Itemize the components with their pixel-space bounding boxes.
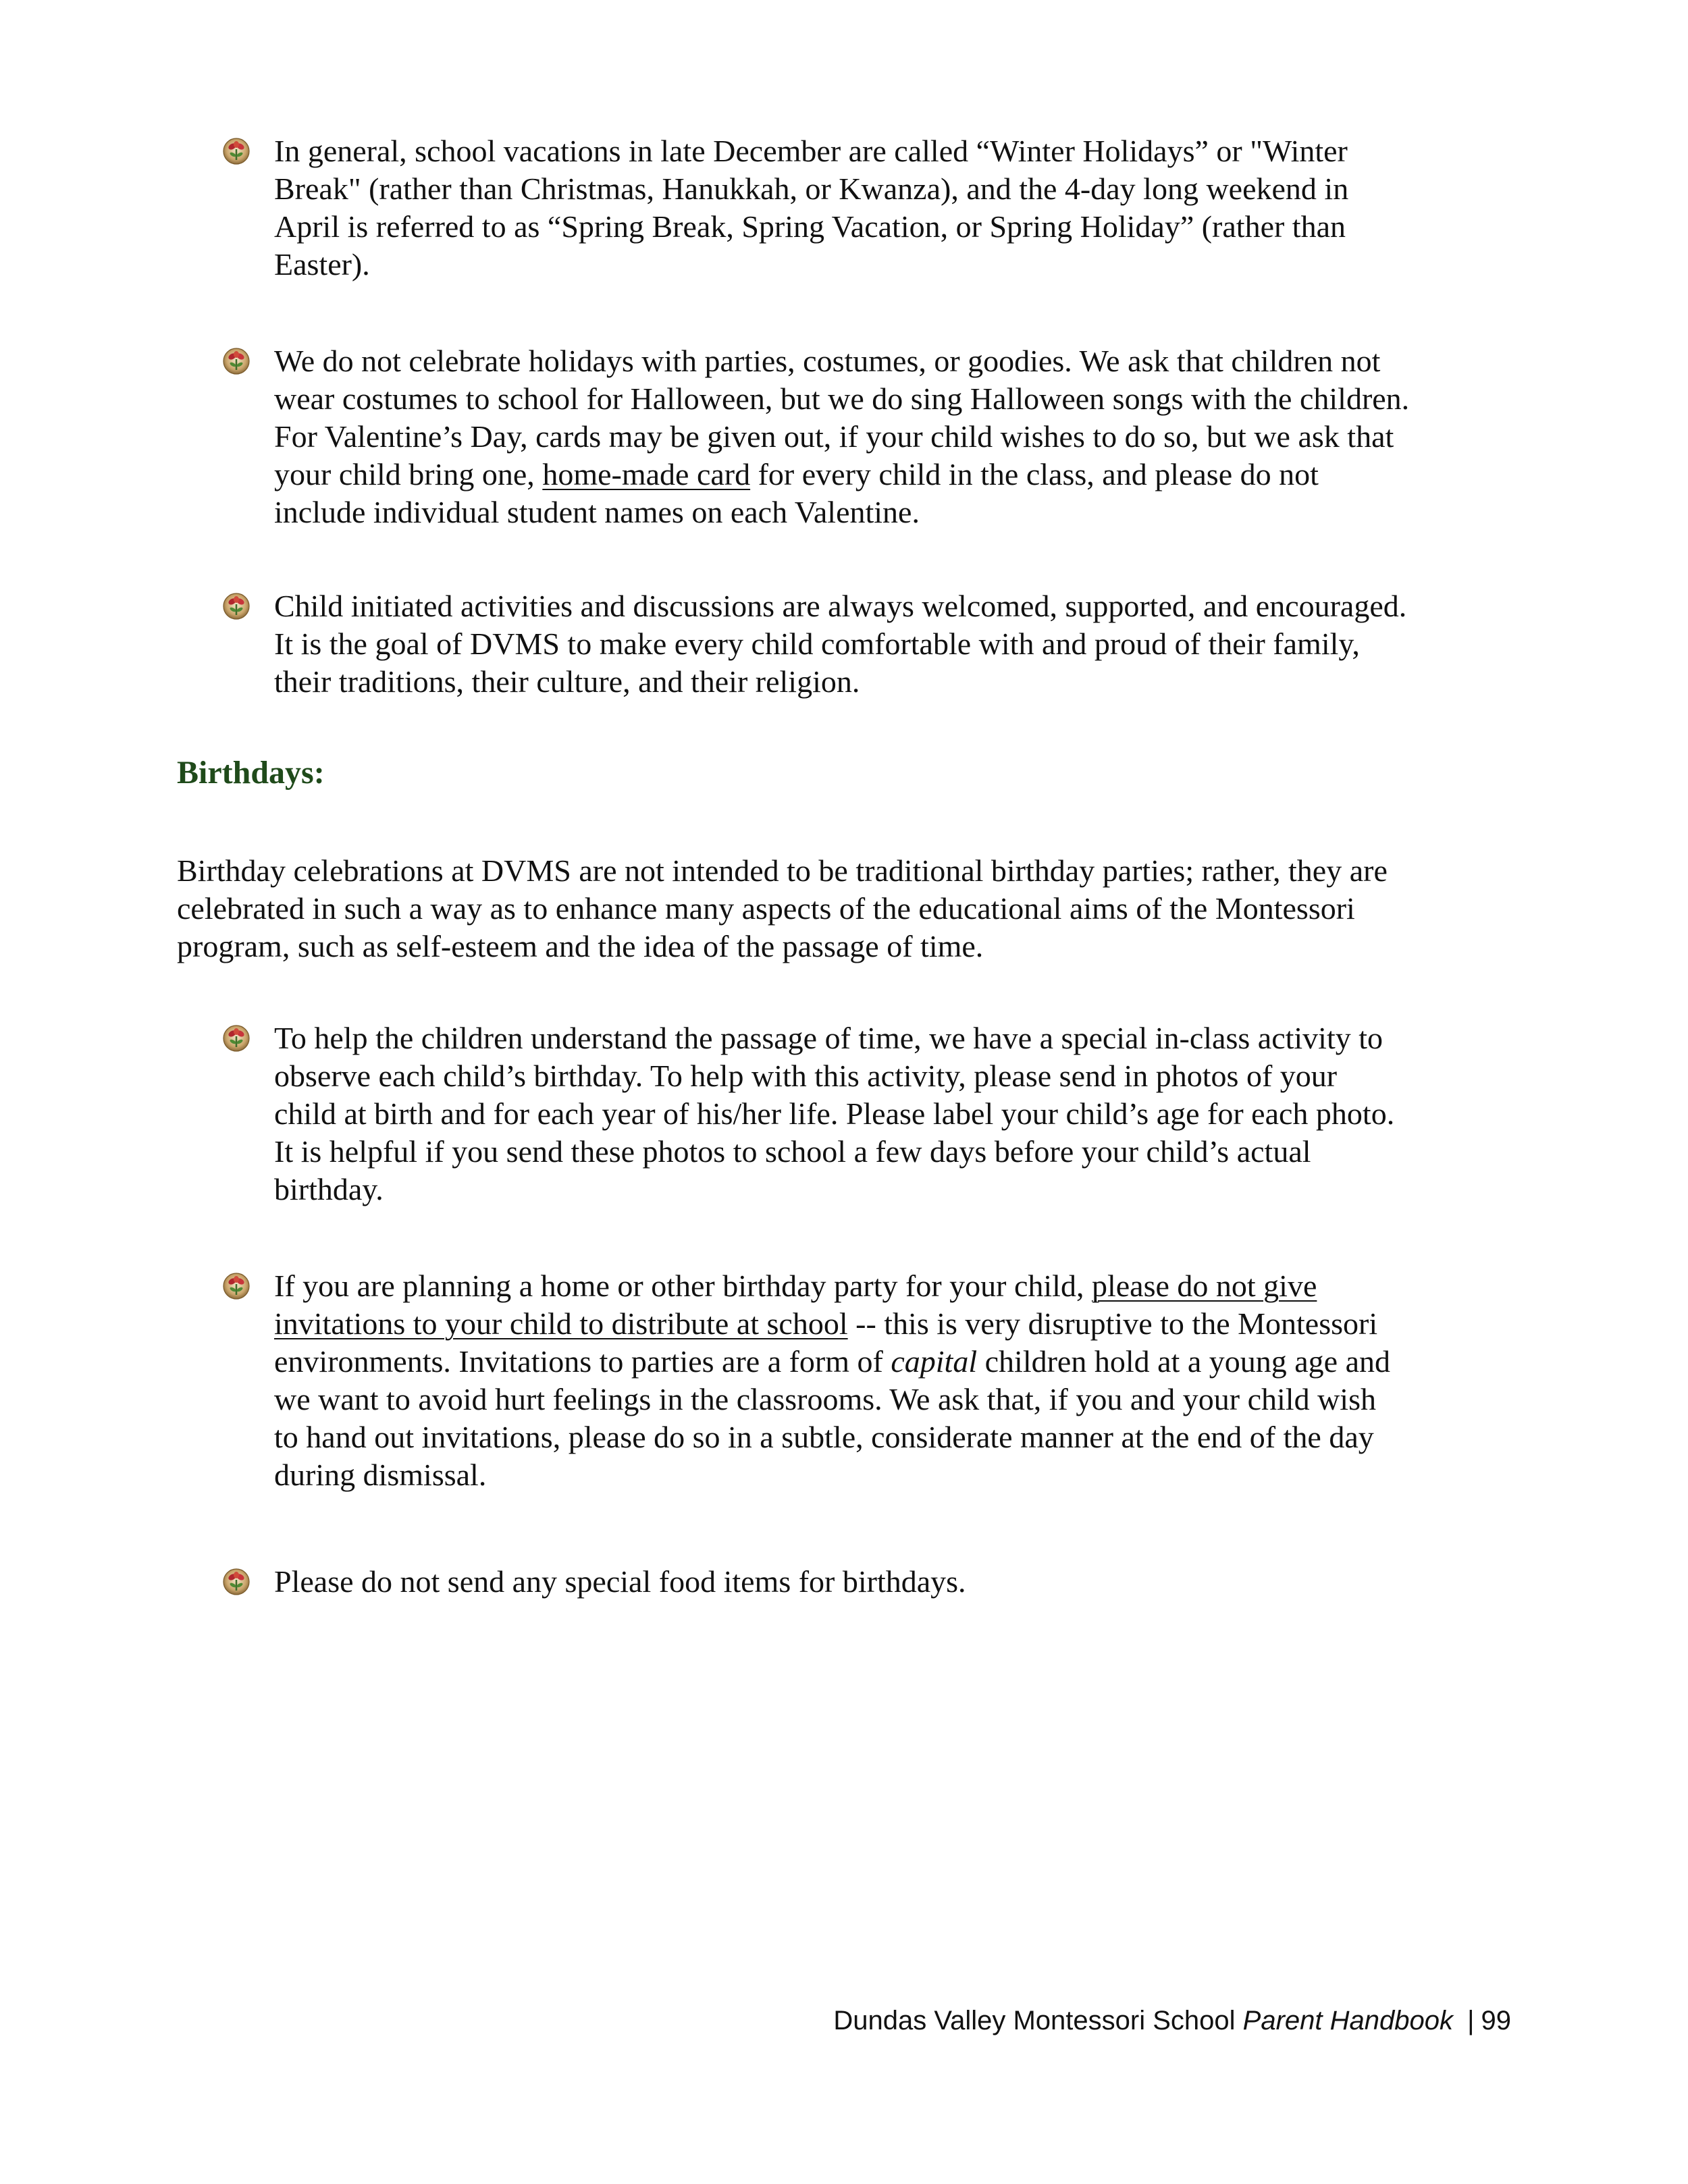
text-fragment: for every child in the class, and please do not bbox=[750, 457, 1319, 491]
text-line: program, such as self-esteem and the idea of the passage of time. bbox=[177, 929, 984, 963]
text-fragment: your child bring one, bbox=[274, 457, 543, 491]
text-line: It is the goal of DVMS to make every child comfortable with and proud of their family, bbox=[274, 627, 1360, 661]
section-heading: Birthdays: bbox=[177, 755, 325, 791]
footer-school-name: Dundas Valley Montessori School bbox=[833, 2006, 1236, 2035]
list-item bbox=[223, 132, 1506, 284]
text-line: during dismissal. bbox=[274, 1458, 487, 1492]
text-line: It is helpful if you send these photos to school a few days before your child’s actual bbox=[274, 1134, 1311, 1169]
bullet-text bbox=[274, 132, 1489, 284]
text-line: Child initiated activities and discussions are always welcomed, supported, and encouraged. bbox=[274, 589, 1407, 623]
bullet-text bbox=[274, 587, 1489, 701]
text-line: We do not celebrate holidays with parties, costumes, or goodies. We ask that children not bbox=[274, 344, 1381, 378]
list-item bbox=[223, 1267, 1506, 1494]
flower-bullet-icon bbox=[223, 138, 250, 165]
underlined-text: home-made card bbox=[542, 457, 751, 491]
text-line: wear costumes to school for Halloween, but we do sing Halloween songs with the children. bbox=[274, 381, 1410, 416]
list-item bbox=[223, 1563, 1506, 1601]
bullet-text bbox=[274, 342, 1489, 531]
text-line: Birthday celebrations at DVMS are not intended to be traditional birthday parties; rather, they are bbox=[177, 853, 1388, 888]
bullet-text bbox=[274, 1267, 1489, 1494]
italic-text: capital bbox=[891, 1344, 978, 1379]
text-fragment: environments. Invitations to parties are a form of bbox=[274, 1344, 891, 1379]
text-fragment: If you are planning a home or other birthday party for your child, bbox=[274, 1269, 1092, 1303]
text-line: Break" (rather than Christmas, Hanukkah, or Kwanza), and the 4-day long weekend in bbox=[274, 171, 1349, 206]
text-line: to hand out invitations, please do so in a subtle, considerate manner at the end of the day bbox=[274, 1420, 1374, 1454]
text-line: To help the children understand the passage of time, we have a special in-class activity to bbox=[274, 1021, 1383, 1055]
underlined-text: please do not give bbox=[1091, 1269, 1317, 1303]
text-line: April is referred to as “Spring Break, Spring Vacation, or Spring Holiday” (rather than bbox=[274, 209, 1346, 244]
text-line bbox=[274, 456, 1489, 494]
text-line: observe each child’s birthday. To help with this activity, please send in photos of your bbox=[274, 1059, 1338, 1093]
text-line: child at birth and for each year of his/her life. Please label your child’s age for each photo. bbox=[274, 1096, 1395, 1131]
page-footer bbox=[833, 2004, 1511, 2037]
footer-separator: | bbox=[1467, 2006, 1475, 2035]
list-item bbox=[223, 1019, 1506, 1208]
text-line: In general, school vacations in late December are called “Winter Holidays” or "Winter bbox=[274, 134, 1348, 168]
text-fragment: -- this is very disruptive to the Montessori bbox=[847, 1306, 1378, 1341]
text-fragment: children hold at a young age and bbox=[977, 1344, 1390, 1379]
flower-bullet-icon bbox=[223, 1568, 250, 1595]
text-line: celebrated in such a way as to enhance many aspects of the educational aims of the Montessori bbox=[177, 891, 1355, 926]
page-number: 99 bbox=[1481, 2006, 1511, 2035]
footer-handbook-title: Parent Handbook bbox=[1242, 2006, 1453, 2035]
flower-bullet-icon bbox=[223, 1273, 250, 1300]
text-line: Easter). bbox=[274, 247, 370, 282]
list-item bbox=[223, 587, 1506, 701]
flower-bullet-icon bbox=[223, 593, 250, 620]
underlined-text: invitations to your child to distribute at school bbox=[274, 1306, 848, 1341]
text-line bbox=[274, 1267, 1489, 1305]
text-line: birthday. bbox=[274, 1172, 384, 1206]
text-line: include individual student names on each Valentine. bbox=[274, 495, 920, 529]
list-item bbox=[223, 342, 1506, 531]
text-line bbox=[274, 1343, 1489, 1381]
bullet-text bbox=[274, 1019, 1489, 1208]
text-line: Please do not send any special food items for birthdays. bbox=[274, 1564, 966, 1599]
text-line: For Valentine’s Day, cards may be given out, if your child wishes to do so, but we ask that bbox=[274, 419, 1394, 454]
text-line bbox=[274, 1305, 1489, 1343]
bullet-text bbox=[274, 1563, 1489, 1601]
text-line: their traditions, their culture, and their religion. bbox=[274, 664, 860, 699]
flower-bullet-icon bbox=[223, 1025, 250, 1052]
text-line: we want to avoid hurt feelings in the classrooms. We ask that, if you and your child wish bbox=[274, 1382, 1376, 1416]
section-intro bbox=[177, 852, 1527, 965]
flower-bullet-icon bbox=[223, 348, 250, 375]
